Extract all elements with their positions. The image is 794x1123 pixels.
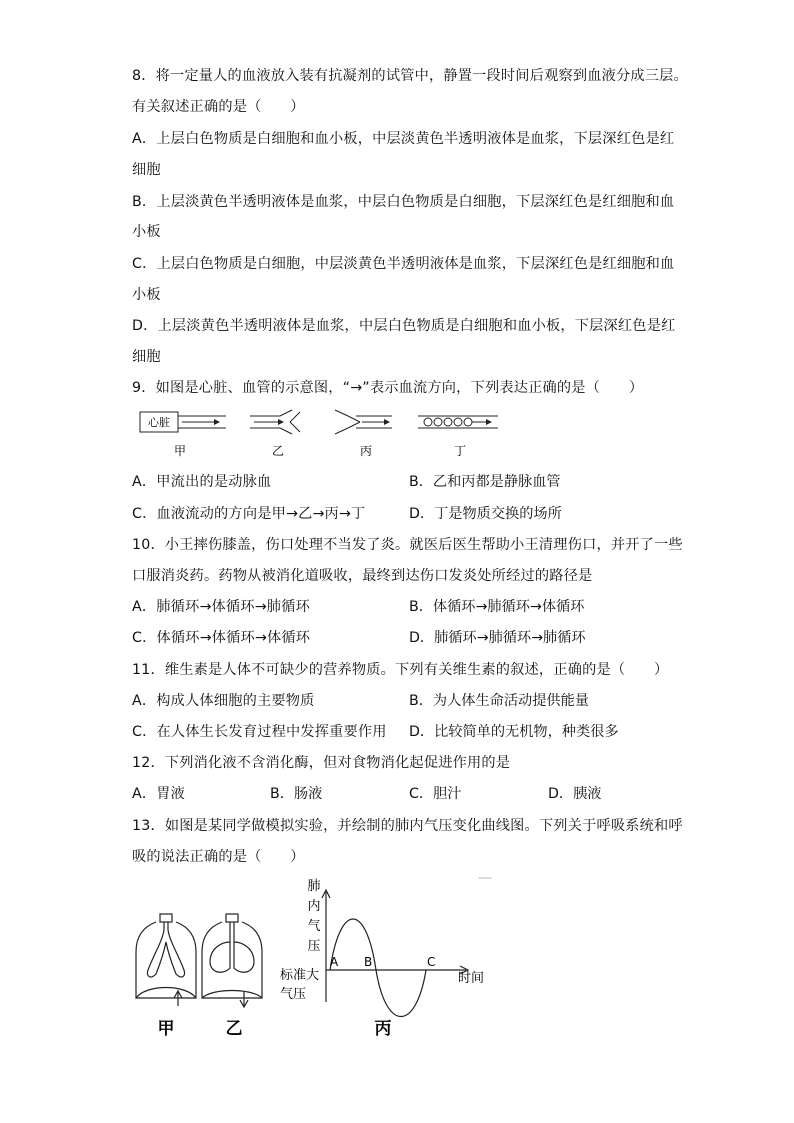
q11-option-d: D．比较简单的无机物，种类很多 [409,724,619,740]
heart-label: 心脏 [148,416,170,429]
q10-stem-line1: 10．小王摔伤膝盖，伤口处理不当发了炎。就医后医生帮助小王清理伤口，并开了一些 [132,537,683,553]
q13-bell-jar-figure [126,872,496,1042]
q13-stem-line1: 13．如图是某同学做模拟实验，并绘制的肺内气压变化曲线图。下列关于呼吸系统和呼 [132,818,683,834]
q9-option-d: D．丁是物质交换的场所 [409,506,562,522]
q12-option-c: C．胆汁 [409,786,462,802]
graph-label-bing: 丙 [374,1019,392,1039]
label-yi: 乙 [271,444,285,458]
baseline-label-1: 标准大 [280,968,320,983]
q10-option-b: B．体循环→肺循环→体循环 [409,599,585,615]
q9-option-a: A．甲流出的是动脉血 [132,474,272,490]
y-axis-char-3: 气 [307,919,321,934]
q12-option-a: A．胃液 [132,786,186,802]
label-bing: 丙 [359,444,373,458]
q8-stem-line2: 有关叙述正确的是（ ） [132,99,305,115]
q10-option-a: A．肺循环→体循环→肺循环 [132,599,310,615]
q12-stem: 12．下列消化液不含消化酶，但对食物消化起促进作用的是 [132,755,511,771]
q9-stem: 9．如图是心脏、血管的示意图，“→”表示血流方向，下列表达正确的是（ ） [132,380,644,396]
y-axis-char-1: 肺 [307,879,321,894]
q8-option-d-line1: D．上层淡黄色半透明液体是血浆，中层白色物质是白细胞和血小板，下层深红色是红 [132,318,676,334]
bell-jar-yi [202,914,262,1007]
q11-option-b: B．为人体生命活动提供能量 [409,693,589,709]
point-c: C [427,955,436,969]
point-b: B [364,955,373,969]
jar-label-yi: 乙 [225,1019,243,1039]
q13-stem-line2: 吸的说法正确的是（ ） [132,849,305,865]
q12-option-d: D．胰液 [548,786,602,802]
q11-option-a: A．构成人体细胞的主要物质 [132,693,315,709]
q11-stem: 11．维生素是人体不可缺少的营养物质。下列有关维生素的叙述，正确的是（ ） [132,662,669,678]
q8-option-c-line1: C．上层白色物质是白细胞，中层淡黄色半透明液体是血浆，下层深红色是红细胞和血 [132,256,675,272]
q9-heart-vessel-figure [130,404,510,460]
bell-jar-jia [136,914,196,1006]
q10-option-d: D．肺循环→肺循环→肺循环 [409,630,586,646]
baseline-label-2: 气压 [280,987,307,1002]
q12-option-b: B．肠液 [270,786,323,802]
pressure-graph [322,890,468,1017]
label-ding: 丁 [453,444,467,458]
q8-option-a-line1: A．上层白色物质是白细胞和血小板，中层淡黄色半透明液体是血浆，下层深红色是红 [132,131,675,147]
q10-stem-line2: 口服消炎药。药物从被消化道吸收，最终到达伤口发炎处所经过的路径是 [132,568,593,584]
q8-option-b-line2: 小板 [132,224,161,240]
q9-option-c: C．血液流动的方向是甲→乙→丙→丁 [132,506,366,522]
q8-option-c-line2: 小板 [132,287,161,303]
q8-option-d-line2: 细胞 [132,349,161,365]
q8-option-b-line1: B．上层淡黄色半透明液体是血浆，中层白色物质是白细胞，下层深红色是红细胞和血 [132,194,675,210]
q11-option-c: C．在人体生长发育过程中发挥重要作用 [132,724,387,740]
q8-option-a-line2: 细胞 [132,162,161,178]
q10-option-c: C．体循环→体循环→体循环 [132,630,311,646]
q9-option-b: B．乙和丙都是静脉血管 [409,474,561,490]
jar-label-jia: 甲 [157,1019,175,1039]
y-axis-char-2: 内 [307,899,321,914]
q8-stem-line1: 8．将一定量人的血液放入装有抗凝剂的试管中，静置一段时间后观察到血液分成三层。 [132,68,688,84]
label-jia: 甲 [173,444,187,458]
point-a: A [330,955,339,969]
y-axis-char-4: 压 [307,939,321,954]
x-axis-label: 时间 [458,971,485,986]
